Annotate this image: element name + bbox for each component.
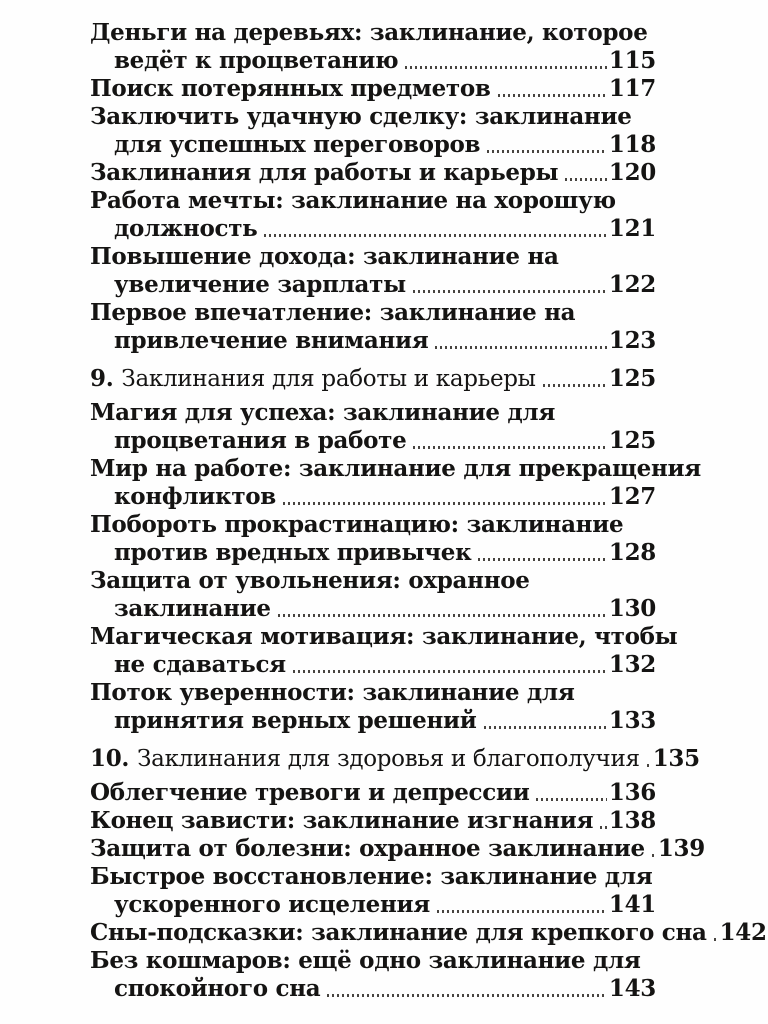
toc-entry xyxy=(90,75,656,103)
dot-leader xyxy=(647,764,651,767)
toc-entry xyxy=(90,511,656,567)
toc-entry-text: Работа мечты: заклинание на хорошую xyxy=(90,187,616,214)
page-number: 128 xyxy=(608,539,656,566)
toc-entry-line xyxy=(90,891,656,919)
page-number: 127 xyxy=(608,483,656,510)
page-number: 143 xyxy=(608,975,656,1002)
page-number: 118 xyxy=(608,131,656,158)
toc-entry-line xyxy=(90,483,656,511)
toc-entry-text: Повышение дохода: заклинание на xyxy=(90,243,559,270)
toc-entry-line xyxy=(90,595,656,623)
dot-leader xyxy=(565,178,607,181)
dot-leader xyxy=(283,502,607,505)
toc-entry-text: против вредных привычек xyxy=(114,539,472,566)
chapter-title: Заклинания для работы и карьеры xyxy=(121,366,536,392)
page-number: 135 xyxy=(652,745,700,772)
toc-entry-line xyxy=(90,567,656,595)
toc-entry-line xyxy=(90,103,656,131)
dot-leader xyxy=(714,938,718,941)
toc-entry xyxy=(90,947,656,1003)
dot-leader xyxy=(536,798,606,801)
page-number: 125 xyxy=(608,365,656,392)
toc-entry xyxy=(90,103,656,159)
toc-entry-text: ускоренного исцеления xyxy=(114,891,430,918)
dot-leader xyxy=(498,94,607,97)
toc-entry-line xyxy=(90,187,656,215)
page-number: 142 xyxy=(719,919,767,946)
chapter-number: 10. xyxy=(90,745,130,772)
toc-entry-text: увеличение зарплаты xyxy=(114,271,406,298)
page-number: 125 xyxy=(608,427,656,454)
toc-entry-text: Заключить удачную сделку: заклинание xyxy=(90,103,632,130)
dot-leader xyxy=(487,150,607,153)
chapter-number: 9. xyxy=(90,365,114,392)
toc-entry-line xyxy=(90,707,656,735)
toc-entry-text: Мир на работе: заклинание для прекращения xyxy=(90,455,701,482)
page-number: 117 xyxy=(608,75,656,102)
dot-leader xyxy=(543,384,607,387)
toc-entry-text: Первое впечатление: заклинание на xyxy=(90,299,576,326)
toc-entry-line xyxy=(90,299,656,327)
toc-entry-text: привлечение внимания xyxy=(114,327,429,354)
toc-entry xyxy=(90,919,767,947)
toc-entry xyxy=(90,455,701,511)
toc-entry-text: Заклинания для работы и карьеры xyxy=(90,159,559,186)
toc-entry-text: Магическая мотивация: заклинание, чтобы xyxy=(90,623,678,650)
page-number: 121 xyxy=(608,215,656,242)
toc-entry xyxy=(90,779,656,807)
toc-entry-line xyxy=(90,651,656,679)
toc-entry xyxy=(90,835,705,863)
dot-leader xyxy=(413,446,606,449)
toc-entry xyxy=(90,807,656,835)
toc-entry-text: Деньги на деревьях: заклинание, которое xyxy=(90,19,648,46)
toc-entry-line xyxy=(90,455,701,483)
dot-leader xyxy=(484,726,607,729)
dot-leader xyxy=(600,826,607,829)
toc-entry-text: Магия для успеха: заклинание для xyxy=(90,399,556,426)
toc-entry-line xyxy=(90,271,656,299)
dot-leader xyxy=(478,558,606,561)
page-number: 122 xyxy=(608,271,656,298)
toc-entry xyxy=(90,299,656,355)
toc-entry xyxy=(90,19,656,75)
chapter-heading xyxy=(90,365,656,393)
page-number: 139 xyxy=(657,835,705,862)
toc-entry-line xyxy=(90,623,678,651)
page-number: 130 xyxy=(608,595,656,622)
toc-entry-line xyxy=(90,215,656,243)
toc-entry-text: Побороть прокрастинацию: заклинание xyxy=(90,511,624,538)
toc-entry-text: заклинание xyxy=(114,595,271,622)
dot-leader xyxy=(327,994,607,997)
dot-leader xyxy=(293,670,607,673)
toc-entry-text: Без кошмаров: ещё одно заклинание для xyxy=(90,947,641,974)
toc-entry-text: Поиск потерянных предметов xyxy=(90,75,491,102)
page-number: 132 xyxy=(608,651,656,678)
toc-entry-text: процветания в работе xyxy=(114,427,407,454)
toc-entry-text: конфликтов xyxy=(114,483,276,510)
toc-entry-line xyxy=(90,427,656,455)
dot-leader xyxy=(435,346,606,349)
toc-entry-line xyxy=(90,679,656,707)
toc-entry-text: должность xyxy=(114,215,258,242)
toc-entry-text: не сдаваться xyxy=(114,651,286,678)
toc-entry-line xyxy=(90,243,656,271)
dot-leader xyxy=(264,234,606,237)
page-number: 141 xyxy=(608,891,656,918)
toc-entry-line xyxy=(90,131,656,159)
page-number: 115 xyxy=(608,47,656,74)
chapter-title: Заклинания для здоровья и благополучия xyxy=(137,746,640,772)
toc-entry-text: Конец зависти: заклинание изгнания xyxy=(90,807,594,834)
dot-leader xyxy=(413,290,607,293)
page-number: 123 xyxy=(608,327,656,354)
toc-entry-text: Сны-подсказки: заклинание для крепкого сна xyxy=(90,919,707,946)
toc-entry-line xyxy=(90,19,656,47)
toc-entry-text: для успешных переговоров xyxy=(114,131,481,158)
page-number: 136 xyxy=(608,779,656,806)
toc-entry-text: Защита от увольнения: охранное xyxy=(90,567,530,594)
toc-entry xyxy=(90,679,656,735)
toc-entry xyxy=(90,159,656,187)
toc-entry xyxy=(90,243,656,299)
toc-entry-line xyxy=(90,947,656,975)
toc-entry xyxy=(90,399,656,455)
toc-entry-text: Быстрое восстановление: заклинание для xyxy=(90,863,653,890)
toc-entry-line xyxy=(90,327,656,355)
chapter-heading xyxy=(90,745,700,773)
page-number: 120 xyxy=(608,159,656,186)
page-number: 133 xyxy=(608,707,656,734)
toc-entry-text: Защита от болезни: охранное заклинание xyxy=(90,835,645,862)
toc-entry xyxy=(90,623,678,679)
dot-leader xyxy=(278,614,607,617)
dot-leader xyxy=(652,854,656,857)
toc-entry-text: ведёт к процветанию xyxy=(114,47,399,74)
toc-entry-text: спокойного сна xyxy=(114,975,321,1002)
toc-entry-line xyxy=(90,863,656,891)
page-number: 138 xyxy=(608,807,656,834)
dot-leader xyxy=(437,910,607,913)
toc-entry-line xyxy=(90,539,656,567)
toc-entry-text: принятия верных решений xyxy=(114,707,477,734)
toc-entry-line xyxy=(90,47,656,75)
toc-entry-line xyxy=(90,511,656,539)
dot-leader xyxy=(405,66,607,69)
toc-entry-text: Облегчение тревоги и депрессии xyxy=(90,779,530,806)
toc-entry xyxy=(90,863,656,919)
toc-entry-line xyxy=(90,399,656,427)
toc-entry xyxy=(90,567,656,623)
toc-entry xyxy=(90,187,656,243)
toc-entry-text: Поток уверенности: заклинание для xyxy=(90,679,575,706)
toc-entry-line xyxy=(90,975,656,1003)
